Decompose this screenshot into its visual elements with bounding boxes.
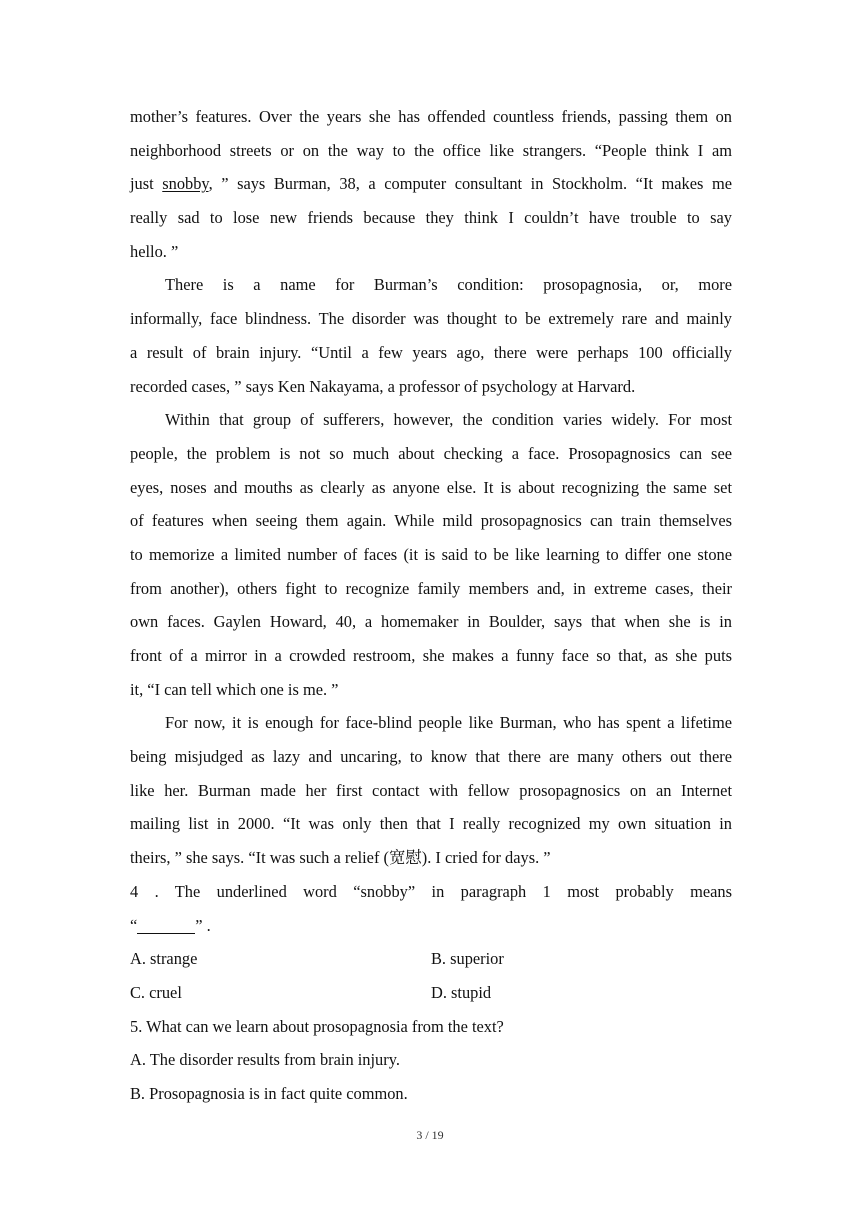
p4-line-5: theirs, ” she says. “It was such a relief (宽慰). I cried for days. ” — [130, 848, 551, 868]
q4-options-row-1 — [130, 942, 732, 976]
p1-line-4: really sad to lose new friends because they think I couldn’t have trouble to say — [130, 208, 732, 228]
p4-line-4: mailing list in 2000. “It was only then that I really recognized my own situation in — [130, 814, 732, 834]
p1-line-5: hello. ” — [130, 241, 179, 261]
p1-line-2: neighborhood streets or on the way to the office like strangers. “People think I am — [130, 140, 732, 160]
q4-open-quote: “ — [130, 915, 138, 935]
question-5-stem: 5. What can we learn about prosopagnosia from the text? — [130, 1016, 504, 1036]
q4-option-d: D. stupid — [431, 982, 492, 1002]
p3-line-8: front of a mirror in a crowded restroom, she makes a funny face so that, as she puts — [130, 646, 732, 665]
p1-line-3-post: , ” says Burman, 38, a computer consultant in Stockholm. “It makes me — [208, 174, 732, 194]
p2-line-1: There is a name for Burman’s condition: prosopagnosia, or, more — [165, 275, 732, 295]
p1-line-3 — [130, 167, 732, 201]
p3-line-1: Within that group of sufferers, however, the condition varies widely. For most — [165, 410, 732, 430]
q5-option-b: B. Prosopagnosia is in fact quite common. — [130, 1083, 408, 1103]
p2-line-2: informally, face blindness. The disorder was thought to be extremely rare and mainly — [130, 309, 732, 329]
p4-line-3: like her. Burman made her first contact with fellow prosopagnosics on an Internet — [130, 780, 732, 800]
p3-line-6: from another), others fight to recognize family members and, in extreme cases, their — [130, 578, 732, 598]
q5-option-a: A. The disorder results from brain injury. — [130, 1050, 400, 1070]
q4-option-b: B. superior — [431, 949, 504, 969]
q4-option-c: C. cruel — [130, 982, 182, 1002]
p3-line-7: own faces. Gaylen Howard, 40, a homemaker in Boulder, says that when she is in — [130, 612, 732, 632]
question-4-blank-line — [130, 909, 732, 943]
p4-line-2: being misjudged as lazy and uncaring, to know that there are many others out there — [130, 747, 732, 767]
p3-line-2: people, the problem is not so much about checking a face. Prosopagnosics can see — [130, 443, 732, 463]
p1-line-3-pre: just — [130, 174, 163, 194]
page-number: 3 / 19 — [416, 1128, 444, 1142]
q4-options-row-2 — [130, 976, 732, 1010]
q4-close-quote: ” . — [195, 915, 211, 935]
p2-line-4: recorded cases, ” says Ken Nakayama, a professor of psychology at Harvard. — [130, 376, 636, 396]
answer-blank — [137, 915, 195, 933]
p2-line-3: a result of brain injury. “Until a few years ago, there were perhaps 100 officially — [130, 342, 732, 362]
q4-option-a: A. strange — [130, 949, 198, 969]
p3-line-9: it, “I can tell which one is me. ” — [130, 679, 339, 699]
p3-line-3: eyes, noses and mouths as clearly as anyone else. It is about recognizing the same set — [130, 477, 732, 497]
document-body — [130, 100, 732, 1111]
underlined-word-snobby: snobby — [162, 174, 209, 194]
question-4-stem: 4 . The underlined word “snobby” in paragraph 1 most probably means — [130, 881, 732, 901]
p3-line-4: of features when seeing them again. While mild prosopagnosics can train themselves — [130, 511, 732, 531]
p3-line-5: to memorize a limited number of faces (it is said to be like learning to differ one stone — [130, 544, 732, 564]
p1-line-1: mother’s features. Over the years she has offended countless friends, passing them on — [130, 107, 732, 126]
p4-line-1: For now, it is enough for face-blind people like Burman, who has spent a lifetime — [165, 713, 732, 733]
